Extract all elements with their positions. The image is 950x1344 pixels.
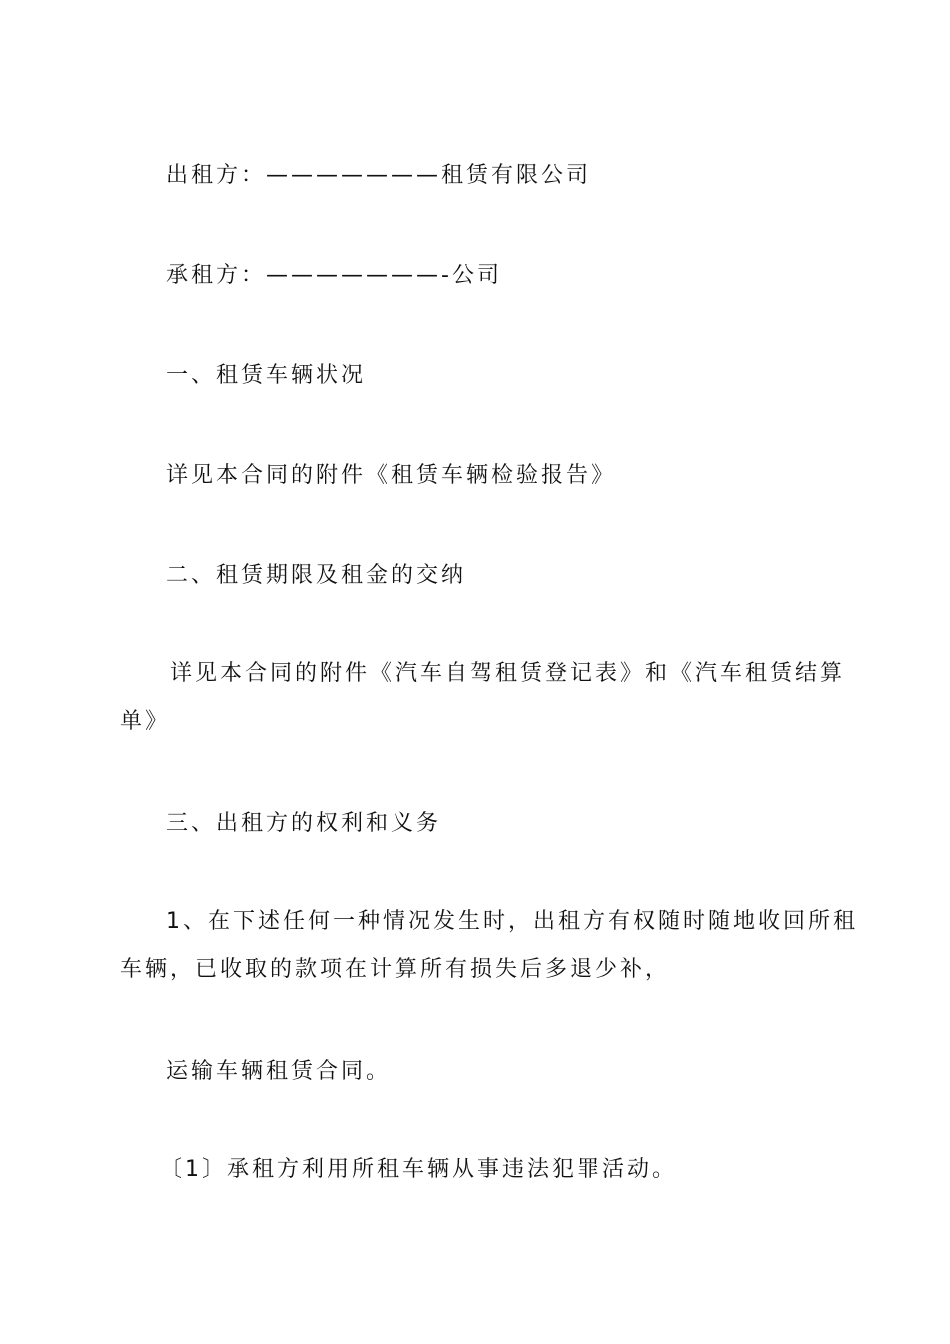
paragraph-line: 出租方：———————租赁有限公司	[166, 163, 592, 188]
paragraph-line: 运输车辆租赁合同。	[166, 1059, 392, 1084]
lessee-line	[120, 252, 832, 300]
section-3-heading	[120, 800, 832, 848]
paragraph-line: 〔1〕承租方利用所租车辆从事违法犯罪活动。	[160, 1157, 677, 1182]
paragraph-line: 详见本合同的附件《汽车自驾租赁登记表》和《汽车租赁结算	[170, 661, 846, 686]
paragraph-line: 单》	[120, 709, 171, 734]
paragraph-line: 承租方：———————-公司	[166, 263, 502, 288]
note-line	[120, 1048, 832, 1096]
paragraph-line: 详见本合同的附件《租赁车辆检验报告》	[166, 463, 617, 488]
section-2-heading	[120, 552, 832, 600]
paragraph-line: 1、在下述任何一种情况发生时，出租方有权随时随地收回所租	[166, 909, 858, 934]
section-1-text	[120, 452, 832, 500]
section-2-text	[120, 650, 846, 746]
paragraph-line: 三、出租方的权利和义务	[166, 811, 442, 836]
section-1-heading	[120, 352, 832, 400]
lessor-line	[120, 152, 832, 200]
paragraph-line: 一、租赁车辆状况	[166, 363, 367, 388]
clause-1-text	[120, 898, 858, 994]
paragraph-line: 车辆，已收取的款项在计算所有损失后多退少补，	[120, 957, 671, 982]
paragraph-line: 二、租赁期限及租金的交纳	[166, 563, 467, 588]
clause-1-1-line	[120, 1146, 832, 1194]
